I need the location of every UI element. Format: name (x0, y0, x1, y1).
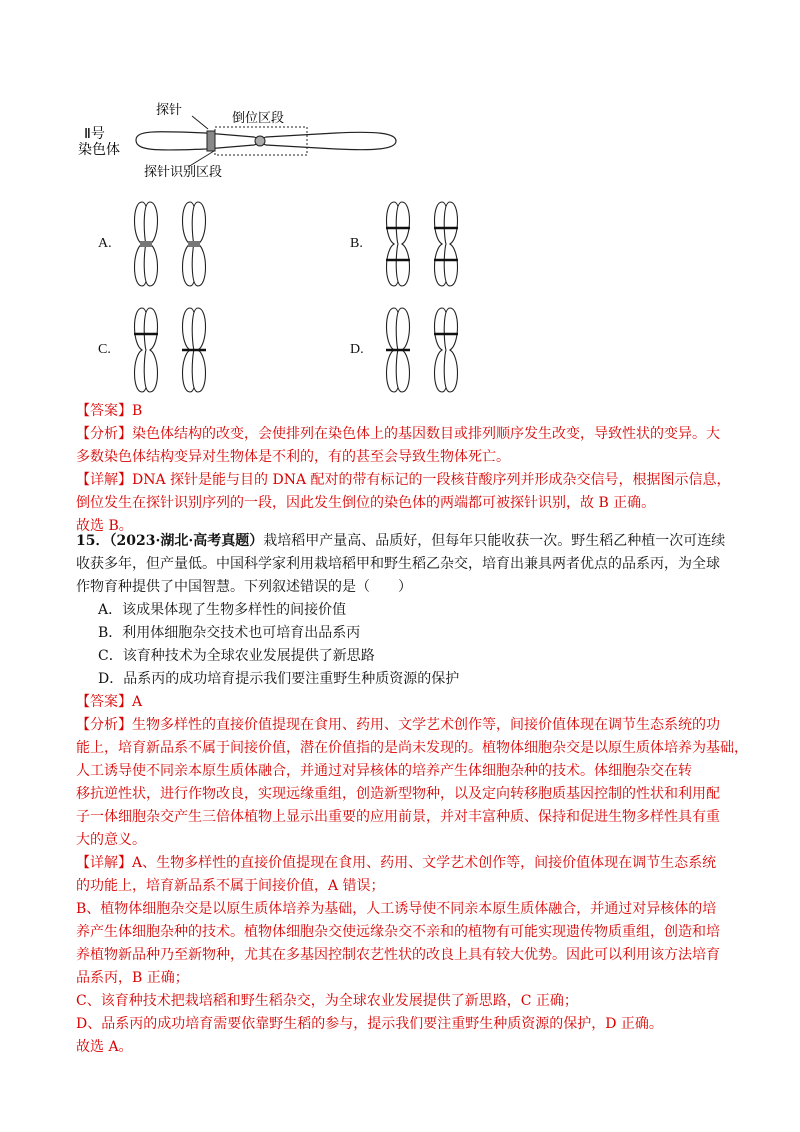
q15-number: 15． (76, 533, 110, 549)
probe-label: 探针 (156, 102, 183, 117)
q15-stem-1: 栽培稻甲产量高、品质好，但每年只能收获一次。野生稻乙种植一次可连续 (263, 533, 726, 549)
chromosome-diagram-svg (76, 95, 406, 185)
probe-region-label: 探针识别区段 (144, 164, 223, 179)
q15-analysis-4: 移抗逆性状，进行作物改良，实现远缘重组，创造新型物种，以及定向转移胞质基因控制的性状和利用配 (76, 786, 720, 802)
q15-question (76, 530, 726, 691)
q14-answer-tag: 【答案】 (76, 403, 132, 419)
q15-detail-d: D、品系丙的成功培育需要依靠野生稻的参与，提示我们要注重野生种质资源的保护，D 正确。 (76, 1016, 663, 1032)
option-a-label: A. (98, 236, 112, 251)
q15-detail-c: C、该育种技术把栽培稻和野生稻杂交，为全球农业发展提供了新思路，C 正确； (76, 993, 578, 1009)
q15-analysis-1: 生物多样性的直接价值提现在食用、药用、文学艺术创作等，间接价值体现在调节生态系统的功 (132, 717, 720, 733)
q15-answer-tag: 【答案】 (76, 694, 132, 710)
q15-analysis-2: 能上，培育新品系不属于间接价值，潜在价值指的是尚未发现的。植物体细胞杂交是以原生质体培养为基础， (76, 740, 748, 756)
chromosome-probe-diagram (76, 95, 406, 185)
chromosome-label-1: Ⅱ号 (84, 127, 105, 142)
q15-conclusion: 故选 A。 (76, 1039, 133, 1055)
option-d-chromosomes (372, 304, 492, 396)
option-c-chromosomes (120, 304, 240, 396)
q14-solution (76, 400, 731, 538)
q15-option-b: B．利用体细胞杂交技术也可培育出品系丙 (98, 625, 361, 641)
q15-analysis-5: 子一体细胞杂交产生三倍体植物上显示出重要的应用前景，并对丰富种质、保持和促进生物多样性具有重 (76, 809, 720, 825)
q14-detail-1: DNA 探针是能与目的 DNA 配对的带有标记的一段核苷酸序列并形成杂交信号，根据图示信息， (132, 472, 731, 488)
q15-detail-a1: A、生物多样性的直接价值提现在食用、药用、文学艺术创作等，间接价值体现在调节生态系统 (132, 855, 717, 871)
centromere (255, 136, 265, 146)
q15-analysis-3: 人工诱导使不同亲本原生质体融合，并通过对异核体的培养产生体细胞杂种的技术。体细胞杂交在转 (76, 763, 692, 779)
q14-analysis-2: 多数染色体结构变异对生物体是不利的，有的甚至会导致生物体死亡。 (76, 449, 510, 465)
q14-answer: B (132, 403, 143, 419)
q15-option-d: D．品系丙的成功培育提示我们要注重野生种质资源的保护 (98, 671, 460, 687)
option-a-chromosomes (120, 198, 240, 290)
q15-detail-tag: 【详解】 (76, 855, 132, 871)
q14-detail-2: 倒位发生在探针识别序列的一段，因此发生倒位的染色体的两端都可被探针识别，故 B 正确。 (76, 495, 656, 511)
q15-detail-b2: 养产生体细胞杂种的技术。植物体细胞杂交使远缘杂交不亲和的植物有可能实现遗传物质重组，创造和培 (76, 924, 720, 940)
q15-answer: A (132, 694, 143, 710)
chromosome-label-2: 染色体 (78, 143, 120, 158)
probe-region-band (207, 131, 215, 151)
q15-solution (76, 691, 748, 1059)
q15-detail-b3: 养植物新品种乃至新物种，尤其在多基因控制农艺性状的改良上具有较大优势。因此可以利用该方法培育 (76, 947, 720, 963)
inversion-label: 倒位区段 (232, 110, 285, 125)
q14-detail-tag: 【详解】 (76, 472, 132, 488)
q15-option-a: A．该成果体现了生物多样性的间接价值 (98, 602, 347, 618)
q15-stem-3: 作物育种提供了中国智慧。下列叙述错误的是（ ） (76, 579, 412, 595)
q14-analysis-tag: 【分析】 (76, 426, 132, 442)
option-c-label: C. (98, 342, 111, 357)
q15-source: （2023·湖北·高考真题） (109, 533, 264, 549)
option-b-chromosomes (372, 198, 492, 290)
q15-detail-b4: 品系丙，B 正确； (76, 970, 189, 986)
option-d-label: D. (350, 342, 364, 357)
q15-analysis-tag: 【分析】 (76, 717, 132, 733)
probe-pointer (192, 116, 208, 129)
q15-detail-a2: 的功能上，培育新品系不属于间接价值，A 错误； (76, 878, 385, 894)
q14-analysis-1: 染色体结构的改变，会使排列在染色体上的基因数目或排列顺序发生改变，导致性状的变异。大 (132, 426, 720, 442)
chromosome-shape (136, 132, 396, 150)
q15-detail-b1: B、植物体细胞杂交是以原生质体培养为基础，人工诱导使不同亲本原生质体融合，并通过对异核体的培 (76, 901, 717, 917)
q15-stem-2: 收获多年，但产量低。中国科学家利用栽培稻甲和野生稻乙杂交，培育出兼具两者优点的品系丙，为全球 (76, 556, 720, 572)
q15-option-c: C．该育种技术为全球农业发展提供了新思路 (98, 648, 375, 664)
q14-conclusion: 故选 B。 (76, 518, 133, 534)
q15-analysis-6: 大的意义。 (76, 832, 146, 848)
option-b-label: B. (350, 236, 363, 251)
